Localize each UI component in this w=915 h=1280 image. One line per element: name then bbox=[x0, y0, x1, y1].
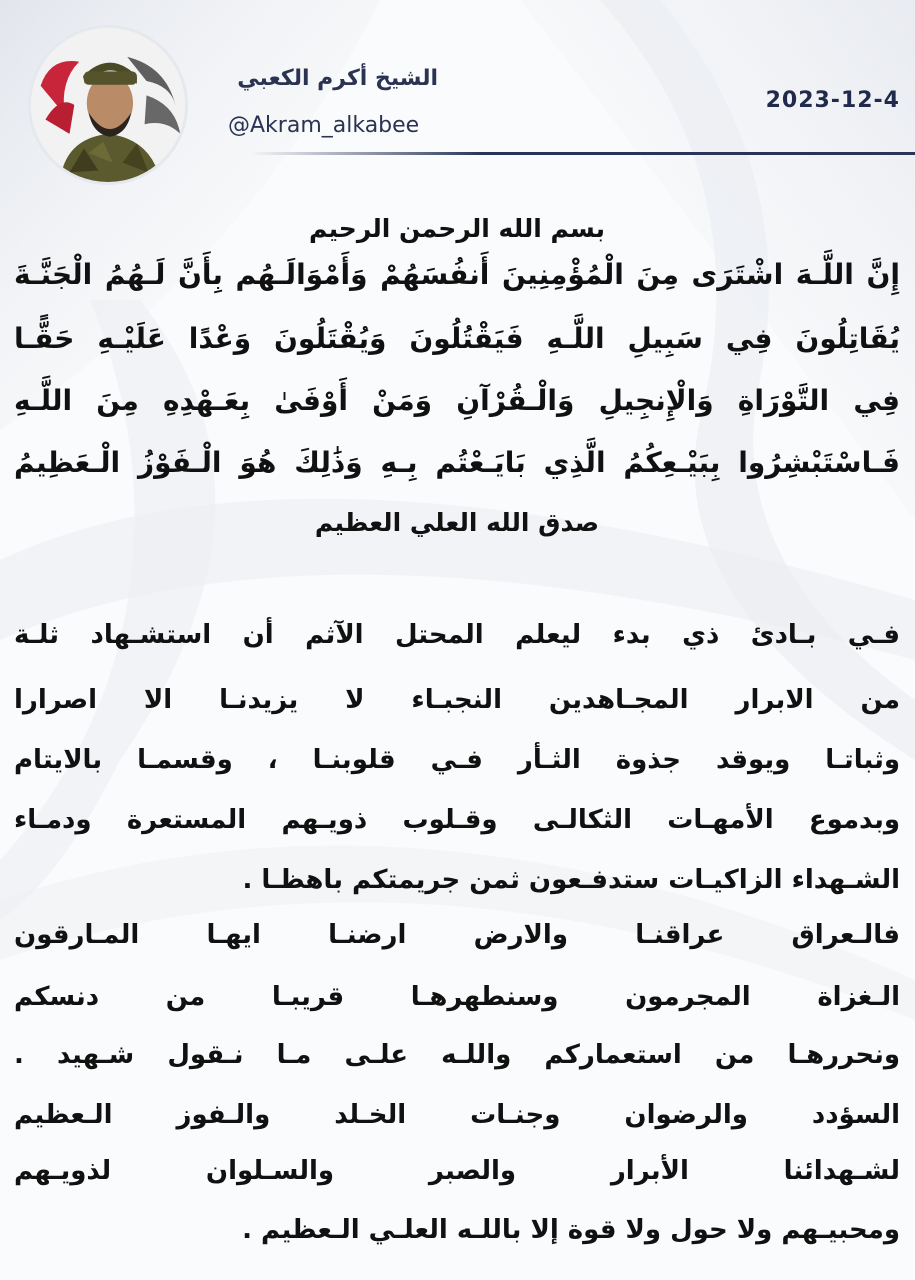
verse-line: إِنَّ اللَّـهَ اشْتَرَى مِنَ الْمُؤْمِنِينَ أَنفُسَهُمْ وَأَمْوَالَـهُم بِأَنَّ لَـهُمُ الْجَنَّـةَ bbox=[14, 258, 900, 291]
avatar[interactable] bbox=[28, 25, 188, 185]
body-line: فـي بـادئ ذي بدء ليعلم المحتل الآثم أن استشـهاد ثلـة bbox=[14, 620, 900, 650]
verse-line: فَـاسْتَبْشِرُوا بِبَيْـعِكُمُ الَّذِي بَايَـعْتُم بِـهِ وَذَٰلِكَ هُوَ الْـفَوْزُ الْـعَظِيمُ bbox=[14, 446, 900, 479]
profile-photo-icon bbox=[31, 28, 185, 182]
author-name[interactable]: الشيخ أكرم الكعبي bbox=[237, 66, 438, 91]
body-line: فالـعراق عراقنـا والارض ارضنـا ايهـا المـارقون bbox=[14, 920, 900, 950]
body-line: ومحبيـهم ولا حول ولا قوة إلا باللـه العلـي الـعظيم . bbox=[242, 1215, 900, 1245]
verse-line: يُقَاتِلُونَ فِي سَبِيلِ اللَّـهِ فَيَقْتُلُونَ وَيُقْتَلُونَ وَعْدًا عَلَيْـهِ حَقًّـا bbox=[14, 322, 900, 355]
author-handle[interactable]: @Akram_alkabee bbox=[228, 113, 420, 138]
basmala: بسم الله الرحمن الرحيم bbox=[309, 214, 605, 243]
body-line: الشـهداء الزاكيـات ستدفـعون ثمن جريمتكم باهظـا . bbox=[242, 865, 900, 895]
body-line: السؤدد والرضوان وجنـات الخـلد والـفوز الـعظيم bbox=[14, 1100, 900, 1130]
body-line: وثباتـا ويوقد جذوة الثـأر فـي قلوبنـا ، وقسمـا بالايتام bbox=[14, 745, 900, 775]
body-line: من الابرار المجـاهدين النجبـاء لا يزيدنـا الا اصرارا bbox=[14, 685, 900, 715]
body-line: الـغزاة المجرمون وسنطهرهـا قريبـا من دنسكم bbox=[14, 982, 900, 1012]
body-line: لشـهدائنا الأبرار والصبر والسـلوان لذويـهم bbox=[14, 1156, 900, 1186]
verse-line: فِي التَّوْرَاةِ وَالْإِنجِيلِ وَالْـقُرْآنِ وَمَنْ أَوْفَىٰ بِعَـهْدِهِ مِنَ اللَّـهِ bbox=[14, 384, 900, 417]
header-divider bbox=[250, 152, 915, 155]
body-line: وبدموع الأمهـات الثكالـى وقـلوب ذويـهم المستعرة ودمـاء bbox=[14, 805, 900, 835]
post-date: 2023-12-4 bbox=[765, 88, 900, 113]
verse-closing: صدق الله العلي العظيم bbox=[314, 508, 600, 537]
body-line: ونحررهـا من استعماركم واللـه علـى مـا نـقول شـهيد . bbox=[14, 1040, 900, 1070]
